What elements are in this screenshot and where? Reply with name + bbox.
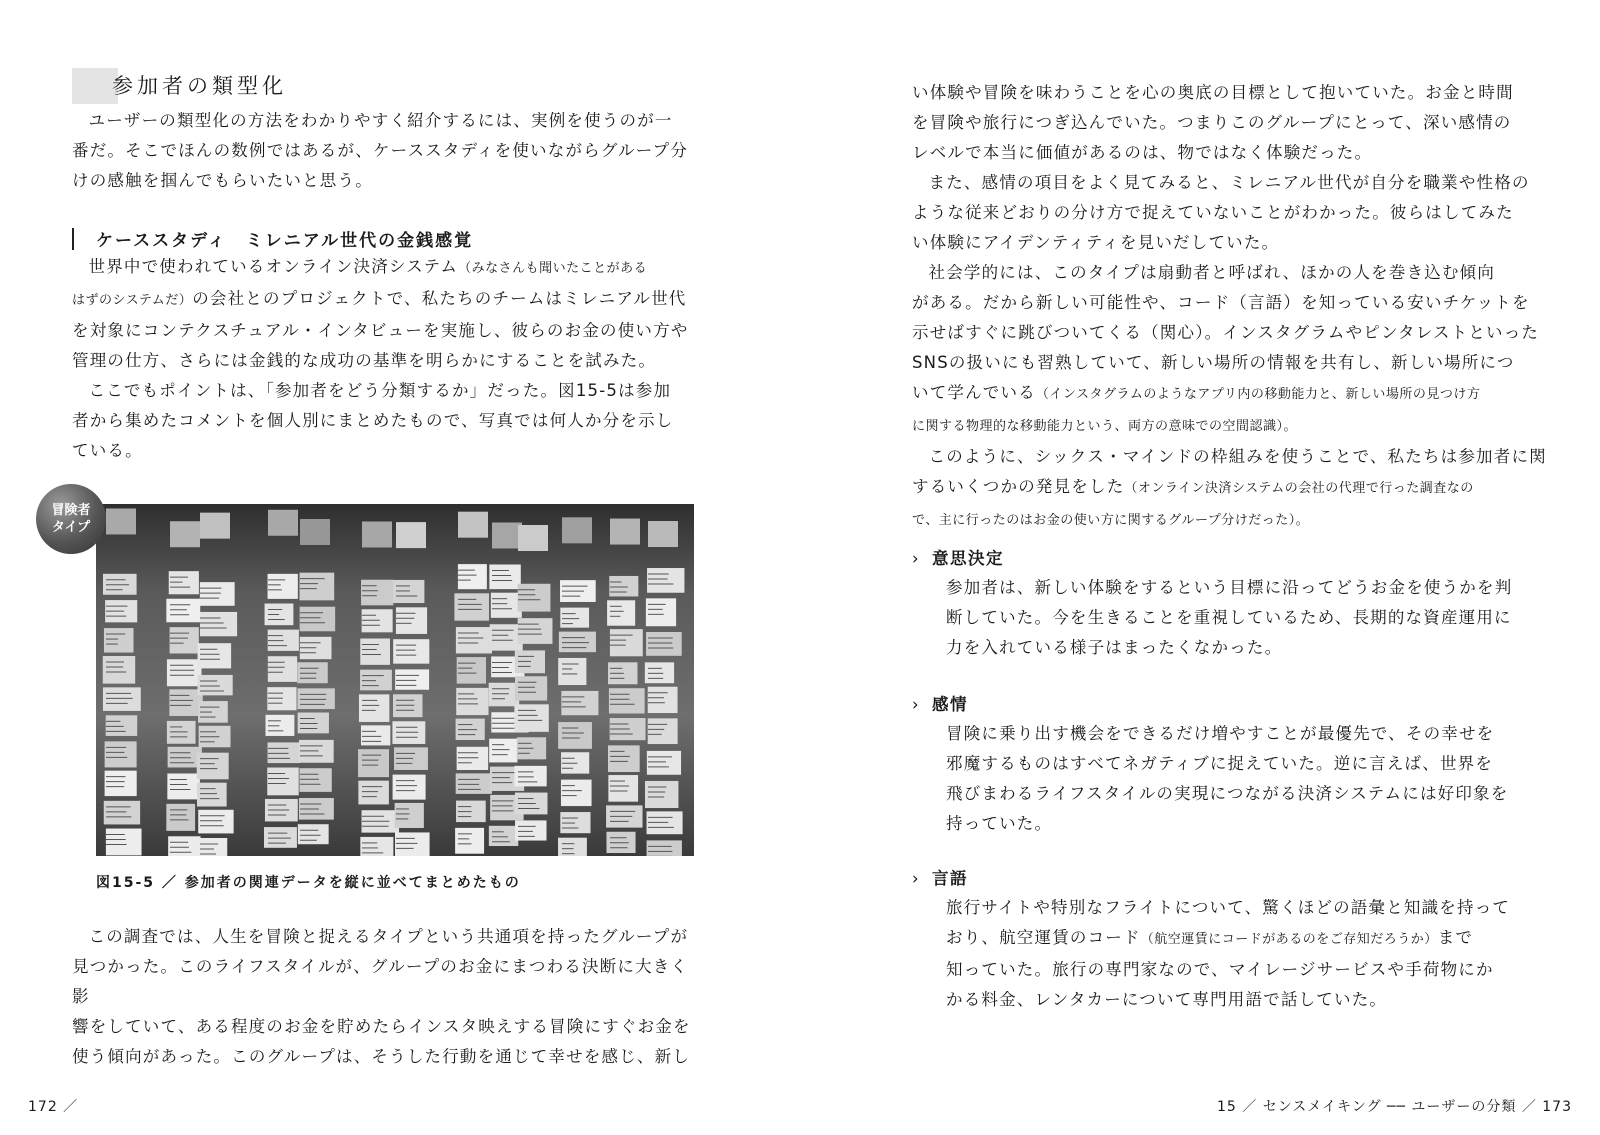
sticky-note <box>515 820 546 840</box>
sticky-note <box>608 745 640 772</box>
sticky-note <box>103 687 141 711</box>
sticky-note <box>456 627 492 653</box>
sticky-note <box>456 688 488 715</box>
sticky-note <box>361 725 390 745</box>
sticky-note <box>558 658 586 685</box>
sticky-note <box>103 656 135 684</box>
text-line: 知っていた。旅行の専門家なので、マイレージサービスや手荷物にか <box>946 960 1494 979</box>
sticky-note <box>197 675 232 695</box>
sticky-note <box>514 766 546 787</box>
header-note <box>300 519 330 545</box>
text-run: おり、航空運賃のコード <box>946 928 1141 947</box>
header-note <box>268 510 298 536</box>
item-heading-language <box>912 865 968 889</box>
text-line: ここでもポイントは、「参加者をどう分類するか」だった。図15-5は参加 <box>88 381 672 400</box>
header-note <box>562 517 592 543</box>
header-note <box>396 522 426 548</box>
sticky-note <box>455 828 484 854</box>
sticky-note <box>298 824 329 844</box>
header-note <box>518 525 548 551</box>
chevron-right-icon: › <box>912 869 921 888</box>
text-line: また、感情の項目をよく見てみると、ミレニアル世代が自分を職業や性格の <box>928 173 1530 192</box>
text-line: 持っていた。 <box>946 814 1053 833</box>
aside-text: （航空運賃にコードがあるのをご存知だろうか） <box>1140 932 1438 947</box>
text-line <box>912 410 1562 442</box>
sticky-note <box>458 564 487 589</box>
adventurer-type-badge <box>36 484 106 554</box>
text-run: いて学んでいる <box>912 383 1036 402</box>
text-line: 飛びまわるライフスタイルの実現につながる決済システムには好印象を <box>946 784 1509 803</box>
sticky-note <box>198 643 232 668</box>
continued-paragraph <box>912 78 1562 536</box>
sticky-note <box>361 580 393 606</box>
item-heading-label: 言語 <box>932 869 968 888</box>
header-note <box>610 519 640 545</box>
figure-caption: 図15-5 ／ 参加者の関連データを縦に並べてまとめたもの <box>96 875 521 891</box>
text-run: の会社とのプロジェクトで、私たちのチームはミレニアル世代 <box>192 289 687 308</box>
aside-text: で、主に行ったのはお金の使い方に関するグループ分けだった）。 <box>912 513 1310 528</box>
sticky-note <box>167 773 200 799</box>
sticky-note <box>396 607 427 634</box>
header-note <box>170 521 200 547</box>
sticky-note <box>518 584 551 612</box>
sticky-note <box>300 607 336 632</box>
text-line: 冒険に乗り出す機会をできるだけ増やすことが最優先で、その幸せを <box>946 724 1495 743</box>
sticky-note <box>489 826 518 846</box>
header-note <box>106 508 136 534</box>
sticky-note <box>518 618 553 644</box>
text-line: 番だ。そこでほんの数例ではあるが、ケーススタディを使いながらグループ分 <box>72 141 689 160</box>
sticky-note <box>648 718 678 744</box>
sticky-note <box>395 832 430 856</box>
text-line: ような従来どおりの分け方で捉えていないことがわかった。彼らはしてみた <box>912 203 1514 222</box>
sticky-note <box>360 670 392 691</box>
sticky-note <box>489 739 517 763</box>
item-body-emotion <box>946 719 1560 839</box>
sticky-note <box>200 582 235 606</box>
chevron-right-icon: › <box>912 549 921 568</box>
after-figure-paragraph <box>72 922 700 1072</box>
text-line: がある。だから新しい可能性や、コード（言語）を知っている安いチケットを <box>912 293 1530 312</box>
header-note <box>492 523 522 549</box>
right-page <box>800 0 1600 1135</box>
item-heading-decision <box>912 545 1004 569</box>
sticky-note <box>199 838 227 856</box>
sticky-note <box>166 599 200 623</box>
aside-text: （オンライン決済システムの会社の代理で行った調査なの <box>1124 481 1474 496</box>
item-heading-label: 意思決定 <box>932 549 1004 568</box>
sticky-note <box>561 780 592 806</box>
sticky-note <box>268 656 297 682</box>
text-line: を対象にコンテクスチュアル・インタビューを実施し、彼らのお金の使い方や <box>72 321 689 340</box>
aside-text: （インスタグラムのようなアプリ内の移動能力と、新しい場所の見つけ方 <box>1035 387 1481 402</box>
sticky-note <box>609 576 638 597</box>
sticky-note <box>457 747 489 770</box>
text-line: 邪魔するものはすべてネガティブに捉えていた。逆に言えば、世界を <box>946 754 1494 773</box>
text-line: 見つかった。このライフスタイルが、グループのお金にまつわる決断に大きく影 <box>72 957 689 1006</box>
item-heading-emotion <box>912 691 968 715</box>
item-body-language <box>946 893 1560 1015</box>
sticky-notes-photo <box>96 504 694 856</box>
sticky-note <box>358 749 389 777</box>
heading-rule <box>72 228 74 250</box>
sticky-note <box>197 783 227 807</box>
sticky-note <box>646 632 682 656</box>
sticky-note <box>359 694 389 722</box>
text-line: 力を入れている様子はまったくなかった。 <box>946 638 1283 657</box>
sticky-note <box>169 571 199 594</box>
text-line: 参加者は、新しい体験をするという目標に沿ってどうお金を使うかを判 <box>946 578 1513 597</box>
sticky-note <box>489 564 520 589</box>
text-line: けの感触を掴んでもらいたいと思う。 <box>72 171 373 190</box>
sticky-note <box>104 801 140 825</box>
sticky-note <box>198 810 233 834</box>
sticky-note <box>298 713 329 734</box>
sticky-note <box>299 573 334 601</box>
sticky-note <box>268 574 298 599</box>
sticky-note <box>106 829 142 856</box>
sticky-note <box>267 687 296 710</box>
text-line <box>72 252 700 284</box>
sticky-note <box>166 804 195 831</box>
sticky-note <box>105 741 137 767</box>
item-heading-label: 感情 <box>932 695 968 714</box>
sticky-note <box>395 669 429 689</box>
sticky-note <box>608 775 638 802</box>
text-run: まで <box>1437 928 1474 947</box>
sticky-note <box>456 773 492 794</box>
text-line: ユーザーの類型化の方法をわかりやすく紹介するには、実例を使うのが一 <box>88 111 673 130</box>
case-study-title: ケーススタディ ミレニアル世代の金銭感覚 <box>96 231 474 251</box>
text-line: SNSの扱いにも習熟していて、新しい場所の情報を共有し、新しい場所につ <box>912 353 1515 372</box>
sticky-note <box>200 612 237 636</box>
sticky-note <box>457 657 486 684</box>
section-title: 参加者の類型化 <box>112 74 287 98</box>
sticky-note <box>297 688 334 709</box>
header-note <box>362 521 392 547</box>
sticky-note <box>168 836 200 856</box>
sticky-note <box>297 662 327 683</box>
sticky-note <box>515 676 547 700</box>
text-line: かる料金、レンタカーについて専門用語で話していた。 <box>946 990 1388 1009</box>
sticky-note <box>647 751 681 775</box>
sticky-note <box>514 704 548 732</box>
sticky-note <box>609 688 645 713</box>
sticky-note <box>103 574 137 595</box>
photo-graphic <box>96 504 694 856</box>
sticky-note <box>393 639 429 663</box>
sticky-note <box>393 580 424 603</box>
sticky-note <box>358 781 389 805</box>
case-study-paragraph <box>72 252 700 466</box>
sticky-note <box>559 632 596 653</box>
sticky-note <box>362 609 393 632</box>
sticky-note <box>170 627 199 653</box>
sticky-note <box>646 598 676 626</box>
sticky-note <box>560 608 589 628</box>
header-note <box>200 513 230 539</box>
sticky-note <box>106 715 138 736</box>
badge-line: 冒険者 <box>51 503 91 518</box>
aside-text: はずのシステムだ） <box>72 293 193 308</box>
sticky-note <box>491 593 522 618</box>
text-line: 旅行サイトや特別なフライトについて、驚くほどの語彙と知識を持って <box>946 898 1511 917</box>
header-note <box>458 512 488 538</box>
sticky-note <box>104 628 134 652</box>
sticky-note <box>647 840 682 856</box>
sticky-note <box>558 722 592 749</box>
sticky-note <box>197 753 229 780</box>
sticky-note <box>105 771 137 796</box>
sticky-note <box>360 638 390 664</box>
sticky-note <box>610 629 643 656</box>
text-line: このように、シックス・マインドの枠組みを使うことで、私たちは参加者に関 <box>928 447 1547 466</box>
running-head-right: 15 ／ センスメイキング ── ユーザーの分類 ／ 173 <box>1217 1099 1572 1115</box>
text-line: 社会学的には、このタイプは扇動者と呼ばれ、ほかの人を巻き込む傾向 <box>928 263 1496 282</box>
text-line: 示せばすぐに跳びついてくる（関心）。インスタグラムやピンタレストといった <box>912 323 1540 342</box>
sticky-note <box>645 662 674 683</box>
sticky-note <box>267 768 298 796</box>
text-line: い体験にアイデンティティを見いだしていた。 <box>912 233 1280 252</box>
text-line: 使う傾向があった。このグループは、そうした行動を通じて幸せを感じ、新し <box>72 1047 691 1066</box>
section-heading <box>72 68 692 106</box>
header-note <box>648 521 678 547</box>
sticky-note <box>395 803 424 828</box>
text-run: 世界中で使われているオンライン決済システム <box>88 257 459 276</box>
sticky-note <box>264 827 297 848</box>
text-line: レベルで本当に価値があるのは、物ではなく体験だった。 <box>912 143 1373 162</box>
sticky-note <box>607 600 635 625</box>
text-line: ている。 <box>72 441 143 460</box>
text-line: 響をしていて、ある程度のお金を貯めたらインスタ映えする冒険にすぐお金を <box>72 1017 691 1036</box>
sticky-note <box>393 775 426 800</box>
text-line: を冒険や旅行につぎ込んでいた。つまりこのグループにとって、深い感情の <box>912 113 1512 132</box>
sticky-note <box>268 742 300 763</box>
sticky-note <box>561 691 598 715</box>
text-line: 者から集めたコメントを個人別にまとめたもので、写真では何人か分を示し <box>72 411 674 430</box>
text-line <box>912 472 1562 504</box>
chevron-right-icon: › <box>912 695 921 714</box>
sticky-note <box>645 781 678 808</box>
text-line: 管理の仕方、さらには金銭的な成功の基準を明らかにすることを試みた。 <box>72 351 657 370</box>
item-body-decision <box>946 573 1560 663</box>
intro-paragraph <box>72 106 700 196</box>
text-line <box>912 378 1562 410</box>
page-number-left: 172 ／ <box>28 1099 79 1115</box>
text-line: い体験や冒険を味わうことを心の奥底の目標として抱いていた。お金と時間 <box>912 83 1514 102</box>
aside-text: に関する物理的な移動能力という、両方の意味での空間認識）。 <box>912 419 1298 434</box>
sticky-note <box>299 768 331 792</box>
text-line <box>72 284 700 316</box>
aside-text: （みなさんも聞いたことがある <box>458 261 648 276</box>
text-line: 断していた。今を生きることを重視しているため、長期的な資産運用に <box>946 608 1512 627</box>
sticky-note <box>647 568 684 593</box>
sticky-note <box>648 687 678 713</box>
text-line <box>946 923 1560 955</box>
sticky-note <box>167 659 202 686</box>
text-run: するいくつかの発見をした <box>912 477 1125 496</box>
sticky-note <box>454 593 489 620</box>
text-line: この調査では、人生を冒険と捉えるタイプという共通項を持ったグループが <box>88 927 689 946</box>
text-line <box>912 504 1562 536</box>
badge-line: タイプ <box>51 520 91 535</box>
sticky-note <box>489 683 520 707</box>
